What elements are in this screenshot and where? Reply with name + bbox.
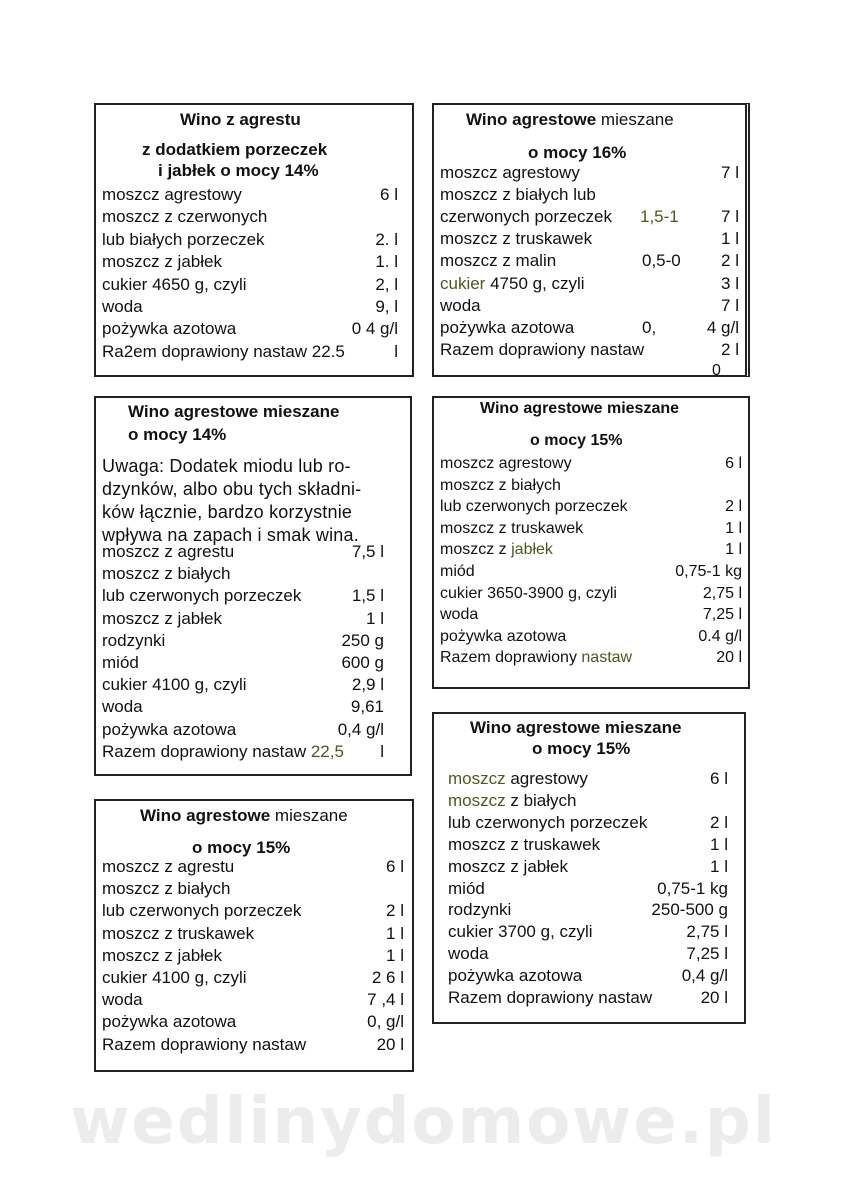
ingredient-value: 0, g/l (367, 1012, 404, 1032)
ingredient-value: l (380, 741, 384, 761)
ingredient-label (102, 924, 254, 944)
ingredient-value: 1 l (710, 856, 728, 876)
ingredient-label (448, 813, 647, 833)
label-text: moszcz agrestowy (440, 163, 580, 182)
ingredient-value: 2 l (725, 498, 742, 516)
ingredient-range: 0, (642, 317, 657, 337)
ingredient-label (102, 857, 234, 877)
title-normal-part: mieszane (596, 110, 674, 129)
label-text: moszcz z jabłek (102, 945, 222, 965)
label-text: moszcz z truskawek (102, 923, 255, 943)
recipe-note-line: dzynków, albo obu tych składni- (102, 479, 362, 499)
ingredient-value: 0.4 g/l (698, 627, 742, 645)
ingredient-value: 1 l (710, 834, 728, 854)
label-text: cukier 4650 g, czyli (102, 274, 247, 294)
ingredient-value: 1 l (386, 923, 404, 943)
label-text: moszcz agrestowy (102, 185, 242, 204)
label-text: 4750 g, czyli (485, 273, 585, 293)
recipe-title: Wino agrestowe mieszane (470, 718, 682, 737)
ingredient-value: 6 l (386, 857, 404, 876)
ingredient-value: 2,75 l (686, 922, 728, 942)
recipe-subtitle: z dodatkiem porzeczek (142, 140, 328, 159)
ingredient-label (102, 1035, 306, 1055)
recipe-title: Wino z agrestu (180, 110, 301, 129)
ingredient-label (102, 564, 230, 584)
ingredient-label (440, 648, 632, 668)
recipe-subtitle: i jabłek o mocy 14% (158, 161, 319, 180)
label-text: moszcz agrestowy (440, 455, 572, 472)
ingredient-label (440, 584, 617, 604)
ingredient-value: 1 l (725, 541, 742, 559)
ingredient-value: 3 l (721, 273, 739, 293)
ingredient-label (102, 297, 143, 317)
ingredient-label (440, 454, 572, 474)
recipe-box-mixed-14 (94, 396, 412, 776)
ingredient-label (448, 857, 568, 877)
label-text: pożywka azotowa (102, 319, 237, 339)
ingredient-label (102, 275, 247, 295)
label-text: moszcz z białych (102, 879, 231, 899)
label-text: czerwonych porzeczek (440, 207, 612, 227)
ingredient-label (102, 609, 222, 629)
ingredient-label (448, 966, 582, 986)
label-text: woda (440, 606, 479, 624)
ingredient-value: 9, l (375, 297, 398, 316)
ingredient-value: 9,61 (350, 697, 384, 717)
ingredient-label (440, 476, 561, 496)
ingredient-value: 2 6 l (371, 968, 404, 987)
ingredient-label (102, 230, 265, 250)
ingredient-value: 7,5 l (351, 542, 384, 561)
ingredient-label (440, 274, 585, 294)
label-text: lub czerwonych porzeczek (440, 498, 628, 516)
recipe-box-mixed-15-b (432, 712, 746, 1024)
label-text: lub czerwonych porzeczek (102, 901, 302, 921)
ingredient-label (448, 791, 577, 811)
ingredient-value: 7,25 l (686, 944, 728, 964)
label-text: moszcz z jabłek (102, 252, 222, 272)
label-text: moszcz z truskawek (448, 834, 601, 854)
label-text: pożywka azotowa (448, 966, 583, 986)
ingredient-label (440, 562, 475, 582)
ingredient-label (102, 342, 345, 362)
ingredient-value: 250-500 g (651, 900, 728, 920)
label-text: moszcz z jabłek (102, 608, 222, 628)
label-text: moszcz z malin (440, 251, 557, 271)
label-text: woda (440, 295, 481, 315)
title-bold-part: Wino agrestowe (466, 110, 597, 129)
label-text: pożywka azotowa (102, 719, 237, 739)
ingredient-label (102, 742, 344, 762)
ingredient-label (102, 720, 236, 740)
ingredient-value: 4 g/l (706, 317, 739, 337)
label-text: moszcz z truskawek (440, 519, 584, 537)
label-text: woda (102, 297, 143, 316)
label-text: cukier 3700 g, czyli (448, 922, 593, 942)
ingredient-value: 0,75-1 kg (675, 563, 742, 580)
label-text: moszcz z agrestu (102, 857, 235, 876)
label-text: rodzynki (102, 630, 166, 650)
title-normal-part: mieszane (270, 806, 348, 825)
label-text: rodzynki (448, 900, 512, 920)
ingredient-value: 1 l (725, 519, 742, 537)
ingredient-range: 0,5-0 (642, 251, 681, 271)
overflow-digit: 0 (712, 362, 721, 379)
label-text: agrestowy (505, 769, 588, 788)
ingredient-label (448, 900, 511, 920)
label-text: woda (448, 944, 489, 964)
ingredient-label (102, 968, 247, 988)
recipe-title (466, 110, 674, 130)
ingredient-label (102, 946, 222, 966)
ingredient-value: 20 l (376, 1034, 404, 1054)
ingredient-label (102, 207, 267, 227)
ingredient-label (440, 207, 612, 227)
accent-text: moszcz (448, 769, 506, 788)
label-text: Razem doprawiony nastaw (102, 741, 311, 761)
ingredient-value: 20 l (700, 988, 728, 1007)
label-text: miód (102, 653, 139, 672)
recipe-title (140, 806, 348, 826)
label-text: lub białych porzeczek (102, 229, 265, 249)
title-bold-part: Wino agrestowe (140, 806, 271, 825)
ingredient-value: 0,75-1 kg (657, 878, 728, 898)
recipe-subtitle: o mocy 14% (128, 425, 227, 444)
ingredient-label (440, 318, 574, 338)
ingredient-value: 250 g (341, 630, 384, 650)
recipe-box-mixed-16 (432, 103, 750, 377)
ingredient-value: 2, l (375, 274, 398, 294)
label-text: Razem doprawiony nastaw (440, 339, 645, 359)
ingredient-label (102, 653, 139, 673)
ingredient-label (102, 319, 236, 339)
recipe-note-line: Uwaga: Dodatek miodu lub ro- (102, 456, 351, 476)
recipe-subtitle: o mocy 15% (532, 739, 631, 758)
label-text: pożywka azotowa (440, 627, 567, 645)
ingredient-value: 2 l (386, 901, 404, 921)
label-text: lub czerwonych porzeczek (102, 586, 302, 606)
label-text: moszcz z białych (440, 476, 561, 494)
accent-text: nastaw (581, 649, 633, 667)
ingredient-label (440, 229, 592, 249)
label-text: Razem doprawiony nastaw (102, 1034, 307, 1054)
label-text: moszcz z truskawek (440, 229, 593, 249)
recipe-note-line: ków łącznie, bardzo korzystnie (102, 502, 353, 522)
ingredient-label (440, 251, 556, 271)
label-text: moszcz z białych (102, 564, 231, 584)
ingredient-value: 2 l (721, 339, 739, 359)
label-text: miód (448, 878, 485, 898)
ingredient-label (440, 627, 566, 647)
label-text: moszcz z jabłek (448, 856, 568, 876)
ingredient-value: 1. l (375, 252, 398, 272)
accent-text: moszcz (448, 790, 506, 810)
ingredient-label (102, 990, 143, 1010)
ingredient-value: 7,25 l (702, 606, 742, 624)
label-text: miód (440, 563, 475, 580)
ingredient-value: 2,9 l (351, 675, 384, 695)
label-text: woda (102, 697, 143, 717)
recipe-box-mixed-15-a (432, 396, 750, 689)
ingredient-value: 6 l (725, 455, 742, 472)
ingredient-value: 6 l (380, 185, 398, 204)
ingredient-value: 6 l (710, 769, 728, 788)
ingredient-value: 7 l (721, 163, 739, 182)
ingredient-label (102, 675, 247, 695)
ingredient-value: 7 ,4 l (367, 990, 404, 1010)
label-text: cukier (440, 273, 486, 293)
label-text: cukier 4100 g, czyli (102, 675, 247, 695)
ingredient-label (448, 988, 652, 1008)
ingredient-value: 0,4 g/l (681, 966, 728, 986)
label-text: pożywka azotowa (102, 1012, 237, 1032)
ingredient-label (448, 922, 593, 942)
ingredient-value: 2,75 l (702, 584, 742, 602)
ingredient-label (102, 1012, 236, 1032)
ingredient-range: 1,5-1 (640, 207, 679, 227)
ingredient-label (102, 697, 143, 717)
ingredient-label (102, 185, 242, 205)
ingredient-label (440, 296, 481, 316)
label-text: moszcz z czerwonych (102, 207, 268, 227)
ingredient-value: 2. l (375, 229, 398, 249)
recipe-subtitle: o mocy 15% (530, 432, 623, 449)
label-text: Razem doprawiony nastaw (448, 988, 653, 1007)
recipe-box-mixed-15-c (94, 799, 414, 1072)
ingredient-value: 7 l (721, 207, 739, 227)
label-text: z białych (505, 790, 577, 810)
ingredient-value: 0,4 g/l (337, 719, 384, 739)
ingredient-label (440, 497, 628, 517)
recipe-note-line: wpływa na zapach i smak wina. (102, 525, 359, 545)
label-text: cukier 3650-3900 g, czyli (440, 584, 617, 602)
ingredient-label (102, 586, 301, 606)
ingredient-value: 1 l (366, 608, 384, 628)
recipe-subtitle: o mocy 15% (192, 838, 291, 857)
ingredient-value: 2 l (721, 251, 739, 271)
ingredient-label (448, 835, 600, 855)
recipe-title: Wino agrestowe mieszane (128, 402, 340, 421)
ingredient-value: 20 l (716, 649, 742, 667)
ingredient-value: l (394, 341, 398, 361)
label-text: woda (102, 990, 143, 1010)
ingredient-label (102, 252, 222, 272)
recipe-title: Wino agrestowe mieszane (480, 400, 680, 417)
recipe-subtitle: o mocy 16% (528, 143, 627, 162)
accent-text: 22,5 (310, 741, 344, 761)
ingredient-label (102, 901, 301, 921)
label-text: Razem doprawiony (440, 649, 582, 667)
ingredient-label (102, 879, 230, 899)
ingredient-value: 1 l (386, 945, 404, 965)
ingredient-label (440, 163, 580, 183)
label-text: moszcz z agrestu (102, 542, 235, 561)
label-text: cukier 4100 g, czyli (102, 968, 247, 987)
label-text: pożywka azotowa (440, 317, 575, 337)
ingredient-label (448, 769, 588, 789)
label-text: moszcz z (440, 541, 512, 559)
ingredient-label (448, 879, 485, 899)
ingredient-value: 600 g (341, 653, 384, 672)
ingredient-label (440, 540, 553, 560)
ingredient-value: 7 l (721, 295, 739, 315)
label-text: moszcz z białych lub (440, 185, 596, 205)
ingredient-label (440, 519, 583, 539)
ingredient-label (102, 631, 165, 651)
ingredient-label (440, 340, 644, 360)
ingredient-label (440, 605, 478, 625)
label-text: Ra2em doprawiony nastaw 22.5 (102, 341, 345, 361)
ingredient-value: 2 l (710, 812, 728, 832)
ingredient-value: 1,5 l (351, 586, 384, 606)
recipe-box-gooseberry-14 (94, 103, 414, 377)
ingredient-value: 1 l (721, 229, 739, 249)
ingredient-value: 0 4 g/l (351, 319, 398, 339)
ingredient-label (448, 944, 489, 964)
site-watermark: wedlinydomowe.pl (70, 1085, 777, 1159)
ingredient-label (440, 185, 596, 205)
accent-text: jabłek (511, 541, 553, 559)
label-text: lub czerwonych porzeczek (448, 812, 648, 832)
